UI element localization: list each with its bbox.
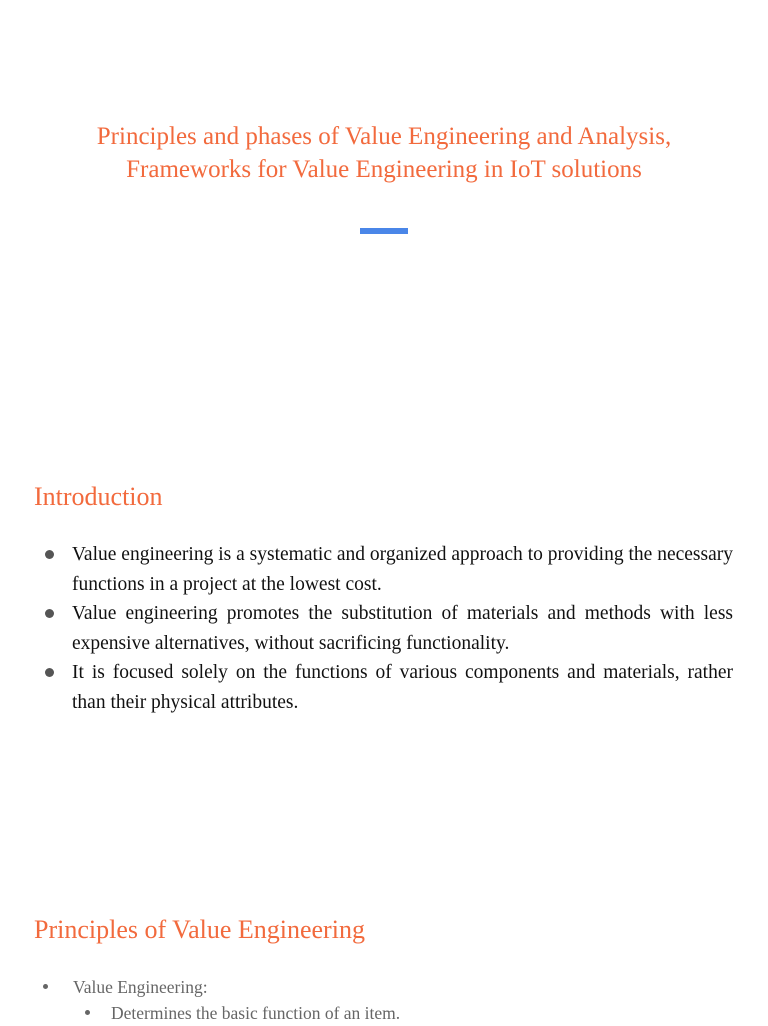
bullet-text: Value engineering promotes the substitution of materials and methods with less expensive alternatives, without sacrificing functionality.	[72, 603, 733, 654]
title-accent-bar	[360, 228, 408, 234]
list-item	[0, 599, 768, 658]
bullet-icon	[45, 550, 54, 559]
presentation-title	[40, 120, 728, 186]
bullet-icon	[45, 609, 54, 618]
principles-slide	[0, 900, 768, 1024]
list-item	[0, 540, 768, 599]
title-slide	[0, 0, 768, 420]
title-line-1: Principles and phases of Value Engineering and Analysis,	[96, 123, 672, 150]
principles-heading: Principles of Value Engineering	[34, 915, 365, 944]
bullet-icon	[43, 984, 48, 989]
introduction-slide	[0, 470, 768, 850]
bullet-text: Value Engineering:	[73, 977, 208, 997]
list-item	[0, 1000, 768, 1026]
title-line-2: Frameworks for Value Engineering in IoT solutions	[126, 156, 642, 183]
list-item	[0, 974, 768, 1000]
bullet-text: It is focused solely on the functions of various components and materials, rather than their physical attributes.	[72, 662, 733, 713]
introduction-bullet-list	[0, 540, 768, 717]
bullet-icon	[85, 1010, 90, 1015]
bullet-text: Value engineering is a systematic and organized approach to providing the necessary functions in a project at the lowest cost.	[72, 544, 733, 595]
introduction-heading: Introduction	[34, 482, 163, 511]
list-item	[0, 658, 768, 717]
principles-bullet-list	[0, 974, 768, 1026]
bullet-text: Determines the basic function of an item.	[111, 1003, 401, 1023]
bullet-icon	[45, 668, 54, 677]
